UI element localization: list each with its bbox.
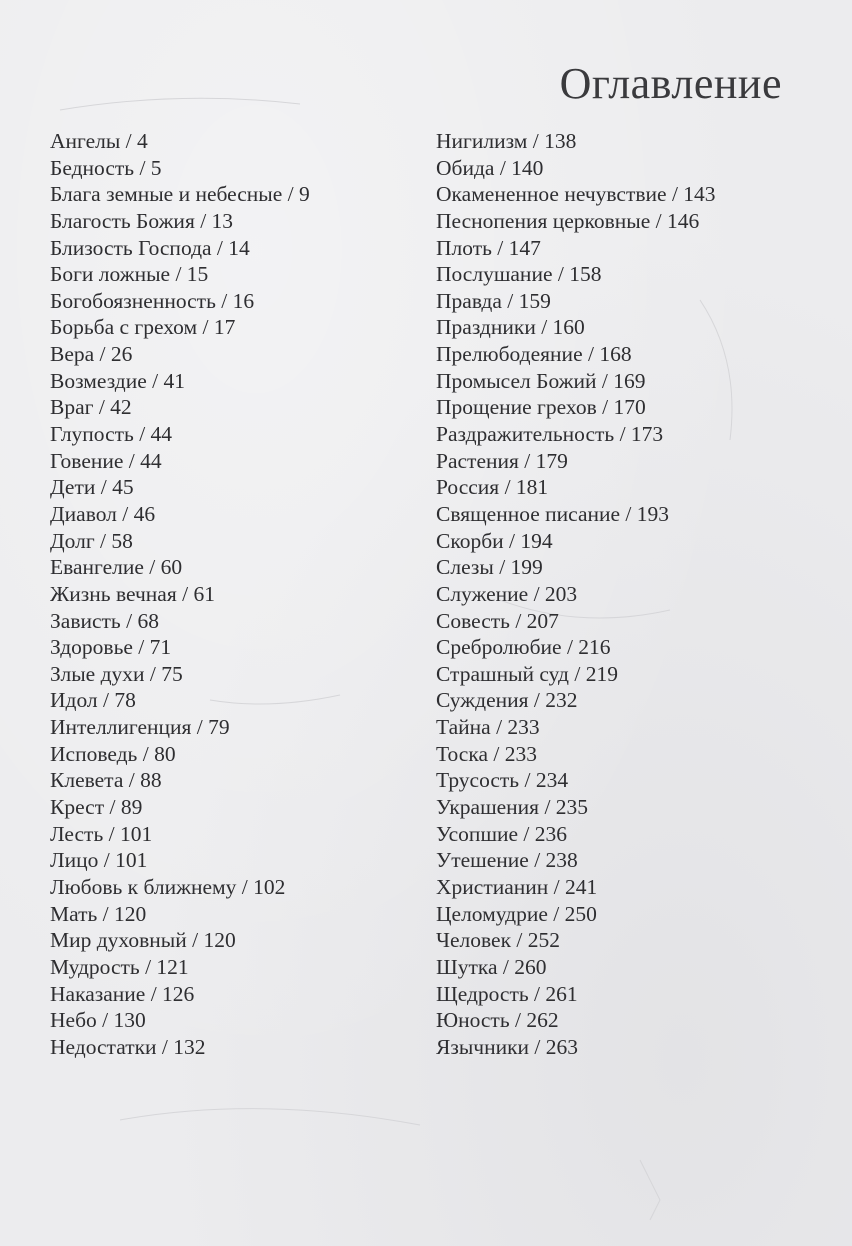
toc-entry: Юность / 262: [436, 1008, 559, 1033]
toc-entry: Суждения / 232: [436, 688, 578, 713]
toc-entry: Украшения / 235: [436, 795, 589, 820]
toc-entry: Мир духовный / 120: [50, 928, 236, 953]
toc-entry: Тоска / 233: [436, 741, 537, 766]
toc-entry: Прощение грехов / 170: [436, 395, 646, 420]
toc-entry: Благость Божия / 13: [50, 208, 234, 233]
toc-entry: Страшный суд / 219: [436, 661, 618, 686]
toc-entry: Исповедь / 80: [50, 741, 176, 766]
toc-entry: Обида / 140: [436, 155, 544, 180]
toc-entry: Человек / 252: [436, 928, 560, 953]
toc-entry: Недостатки / 132: [50, 1034, 206, 1059]
toc-entry: Небо / 130: [50, 1008, 146, 1033]
toc-entry: Боги ложные / 15: [50, 262, 209, 287]
toc-entry: Правда / 159: [436, 288, 551, 313]
toc-entry: Блага земные и небесные / 9: [50, 182, 310, 207]
toc-entry: Песнопения церковные / 146: [436, 208, 700, 233]
toc-entry: Здоровье / 71: [50, 635, 172, 660]
toc-right-column: [436, 128, 716, 1060]
toc-entry: Дети / 45: [50, 475, 134, 500]
toc-entry: Прелюбодеяние / 168: [436, 342, 632, 367]
toc-entry: Праздники / 160: [436, 315, 585, 340]
toc-entry: Нигилизм / 138: [436, 129, 577, 153]
toc-entry: Зависть / 68: [50, 608, 159, 633]
toc-entry: Сребролюбие / 216: [436, 635, 611, 660]
toc-entry: Бедность / 5: [50, 155, 162, 180]
toc-entry: Клевета / 88: [50, 768, 162, 793]
toc-entry: Промысел Божий / 169: [436, 368, 646, 393]
toc-entry: Окамененное нечувствие / 143: [436, 182, 716, 207]
toc-entry: Интеллигенция / 79: [50, 715, 230, 740]
toc-entry: Утешение / 238: [436, 848, 578, 873]
toc-entry: Евангелие / 60: [50, 555, 183, 580]
toc-entry: Священное писание / 193: [436, 501, 670, 526]
toc-entry: Растения / 179: [436, 448, 568, 473]
toc-entry: Трусость / 234: [436, 768, 569, 793]
toc-entry: Злые духи / 75: [50, 661, 183, 686]
toc-entry: Наказание / 126: [50, 981, 195, 1006]
page-title: Оглавление: [559, 59, 782, 108]
toc-entry: Борьба с грехом / 17: [50, 315, 236, 340]
toc-entry: Говение / 44: [50, 448, 162, 473]
toc-entry: Лесть / 101: [50, 821, 153, 846]
toc-entry: Шутка / 260: [436, 954, 547, 979]
toc-entry: Тайна / 233: [436, 715, 540, 740]
toc-entry: Плоть / 147: [436, 235, 541, 260]
toc-entry: Послушание / 158: [436, 262, 602, 287]
toc-entry: Близость Господа / 14: [50, 235, 250, 260]
toc-entry: Богобоязненность / 16: [50, 288, 255, 313]
toc-entry: Долг / 58: [50, 528, 133, 553]
toc-entry: Диавол / 46: [50, 501, 156, 526]
toc-entry: Возмездие / 41: [50, 368, 186, 393]
toc-entry: Целомудрие / 250: [436, 901, 597, 926]
toc-entry: Мудрость / 121: [50, 954, 189, 979]
toc-entry: Крест / 89: [50, 795, 143, 820]
toc-entry: Мать / 120: [50, 901, 147, 926]
toc-entry: Скорби / 194: [436, 528, 553, 553]
toc-entry: Вера / 26: [50, 342, 133, 367]
toc-entry: Любовь к ближнему / 102: [50, 874, 286, 899]
toc-entry: Щедрость / 261: [436, 981, 578, 1006]
toc-entry: Язычники / 263: [436, 1034, 579, 1059]
toc-entry: Россия / 181: [436, 475, 549, 500]
toc-left-column: [50, 128, 310, 1060]
toc-entry: Идол / 78: [50, 688, 136, 713]
toc-entry: Раздражительность / 173: [436, 422, 664, 447]
toc-entry: Жизнь вечная / 61: [50, 581, 215, 606]
toc-entry: Совесть / 207: [436, 608, 559, 633]
toc-entry: Ангелы / 4: [50, 129, 148, 153]
toc-entry: Глупость / 44: [50, 422, 173, 447]
toc-entry: Враг / 42: [50, 395, 132, 420]
toc-entry: Лицо / 101: [50, 848, 148, 873]
toc-entry: Усопшие / 236: [436, 821, 568, 846]
toc-entry: Христианин / 241: [436, 874, 598, 899]
toc-entry: Служение / 203: [436, 581, 578, 606]
toc-entry: Слезы / 199: [436, 555, 543, 580]
